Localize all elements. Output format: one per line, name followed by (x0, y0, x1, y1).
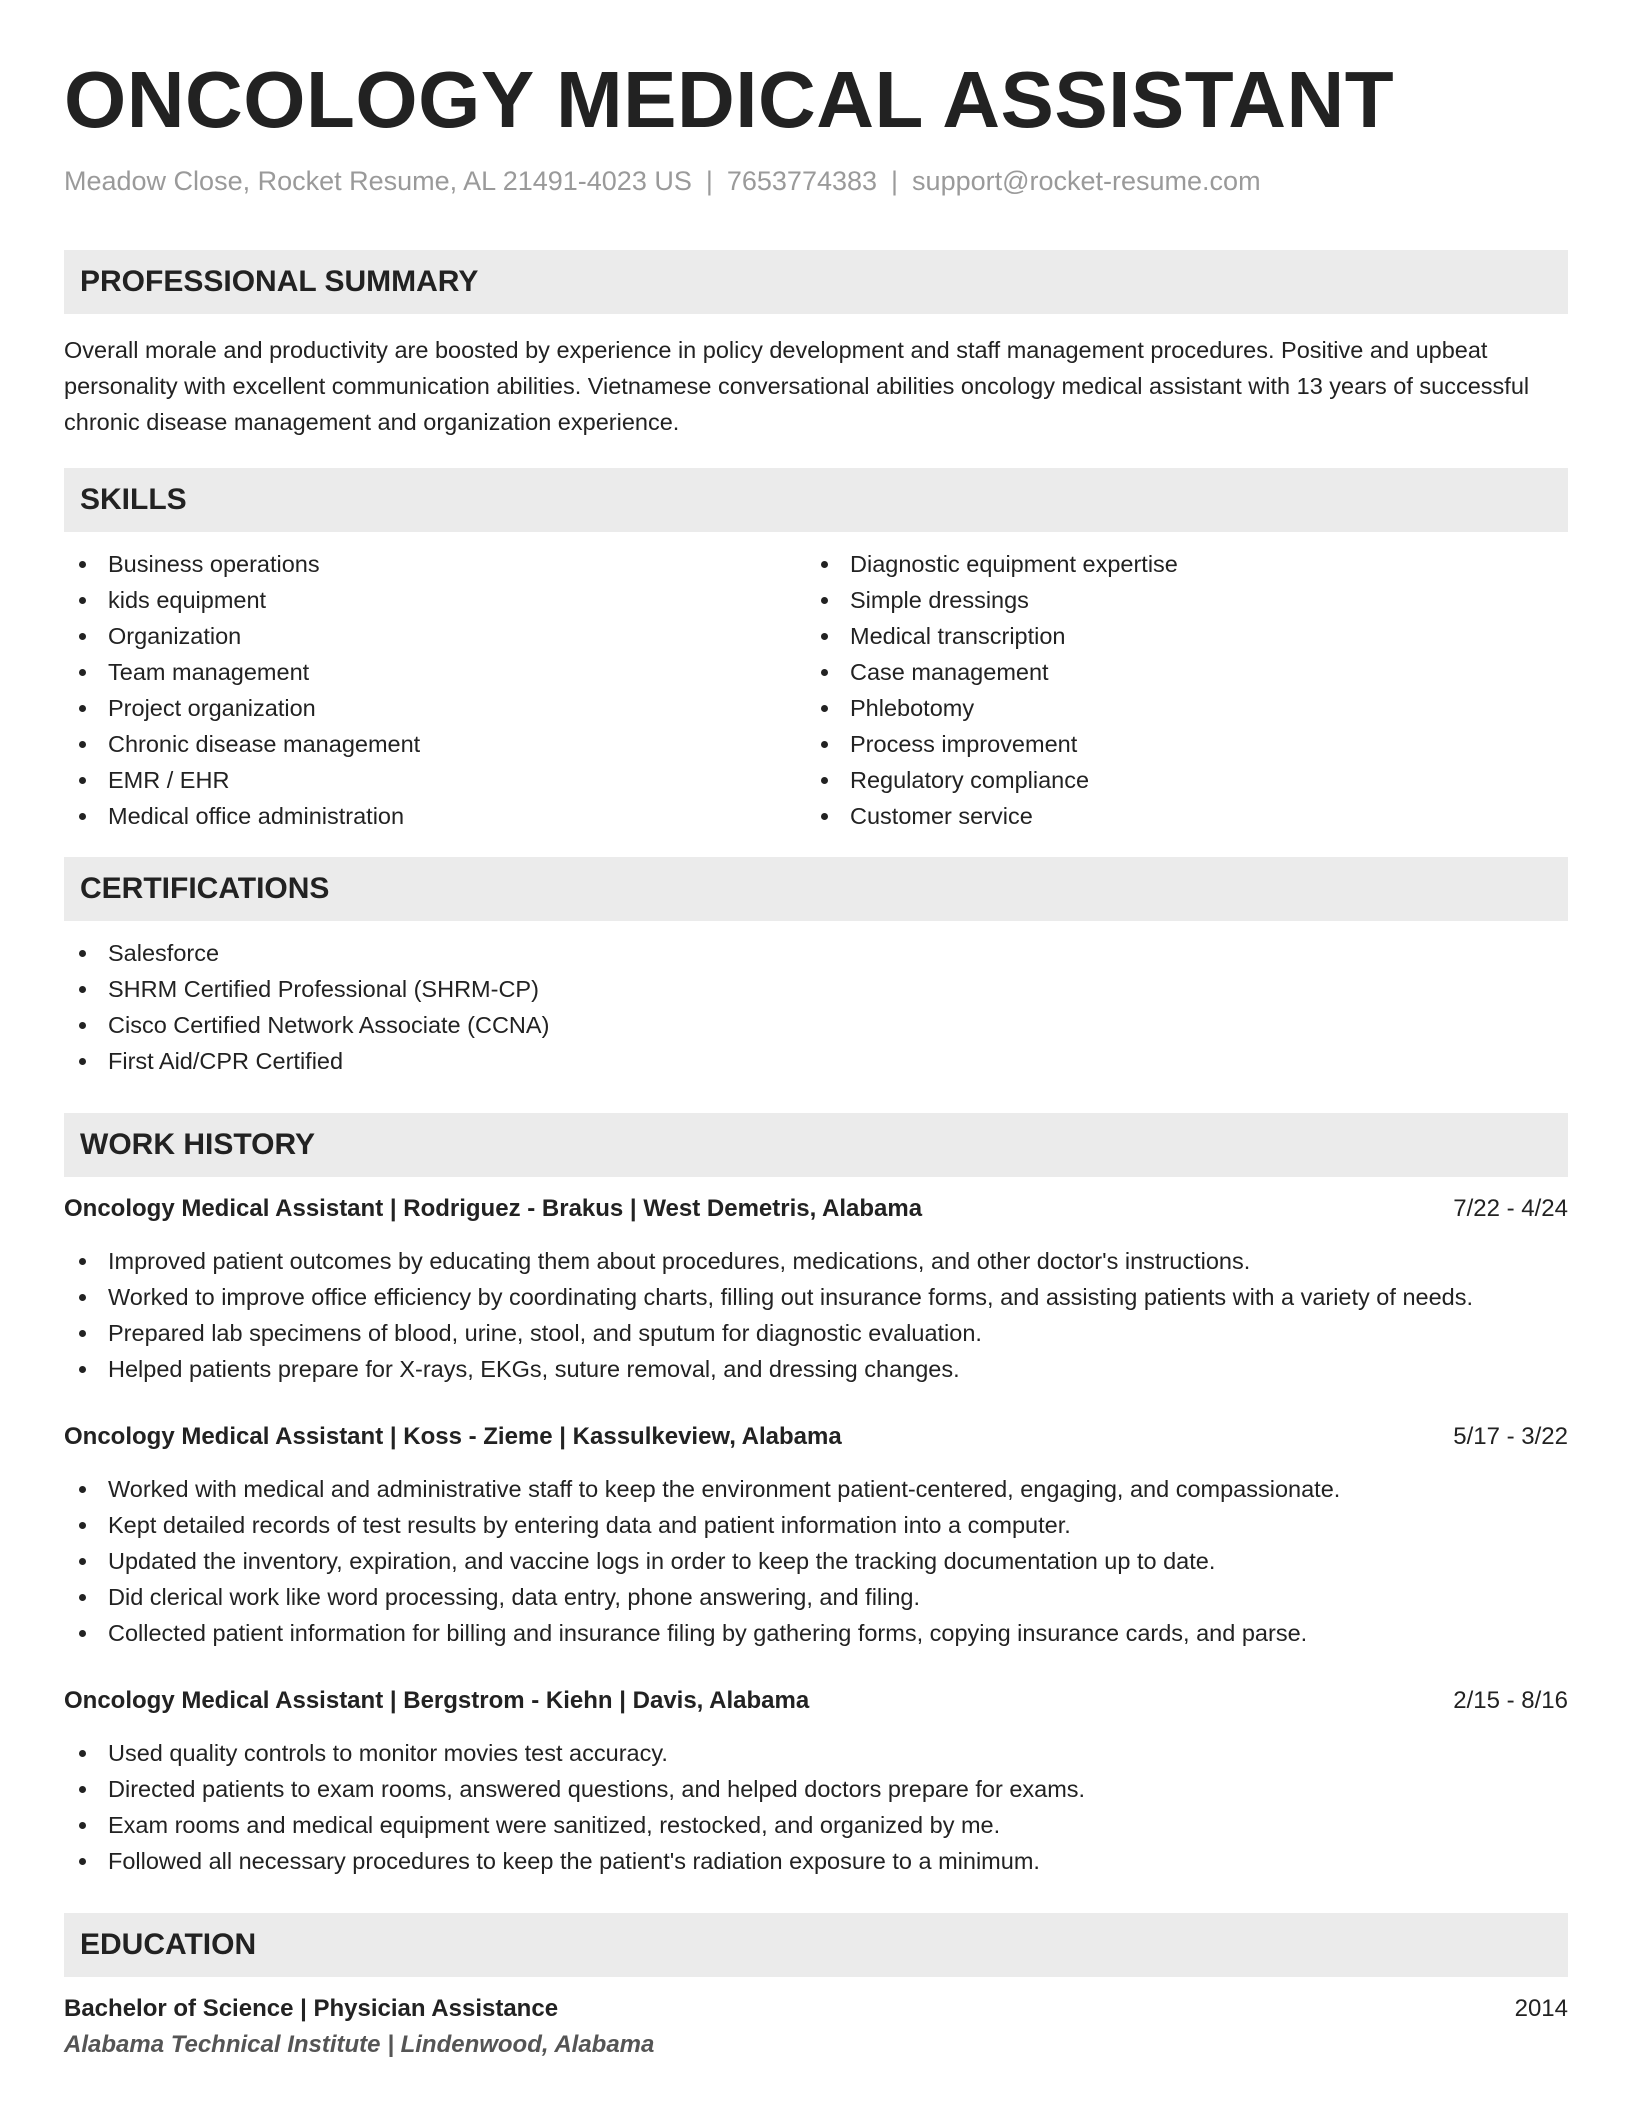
job-bullet: Updated the inventory, expiration, and vaccine logs in order to keep the tracking documentation up to date. (64, 1543, 1568, 1579)
skill-item: Case management (806, 654, 1548, 690)
job-dates: 5/17 - 3/22 (1453, 1423, 1568, 1450)
job-bullet: Directed patients to exam rooms, answered questions, and helped doctors prepare for exams. (64, 1771, 1568, 1807)
section-heading-education: EDUCATION (64, 1913, 1568, 1977)
job-title: Oncology Medical Assistant | Rodriguez - Brakus | West Demetris, Alabama (64, 1195, 923, 1222)
contact-address: Meadow Close, Rocket Resume, AL 21491-4023 US (64, 166, 692, 196)
job-entry (64, 1683, 1568, 1879)
skill-item: Team management (64, 654, 806, 690)
job-bullet: Followed all necessary procedures to keep the patient's radiation exposure to a minimum. (64, 1843, 1568, 1879)
job-bullet: Collected patient information for billing and insurance filing by gathering forms, copying insurance cards, and parse. (64, 1615, 1568, 1651)
skill-item: kids equipment (64, 582, 806, 618)
job-bullets (64, 1735, 1568, 1879)
job-bullet: Worked with medical and administrative staff to keep the environment patient-centered, engaging, and compassionate. (64, 1471, 1568, 1507)
section-heading-summary: PROFESSIONAL SUMMARY (64, 250, 1568, 314)
job-bullets (64, 1243, 1568, 1387)
summary-text: Overall morale and productivity are boosted by experience in policy development and staff management procedures. Positive and upbeat personality with excellent communication abilities. Vietnamese conversational abilities oncology medical assistant with 13 years of successful chronic disease management and organization experience. (64, 337, 1530, 435)
section-heading-certifications: CERTIFICATIONS (64, 857, 1568, 921)
job-title: Oncology Medical Assistant | Bergstrom - Kiehn | Davis, Alabama (64, 1687, 810, 1714)
job-bullet: Used quality controls to monitor movies test accuracy. (64, 1735, 1568, 1771)
job-title: Oncology Medical Assistant | Koss - Zieme | Kassulkeview, Alabama (64, 1423, 842, 1450)
skill-item: Medical office administration (64, 798, 806, 834)
section-heading-skills: SKILLS (64, 468, 1568, 532)
skill-item: Medical transcription (806, 618, 1548, 654)
skill-item: Organization (64, 618, 806, 654)
job-entry (64, 1191, 1568, 1387)
job-bullet: Worked to improve office efficiency by coordinating charts, filling out insurance forms, and assisting patients with a variety of needs. (64, 1279, 1568, 1315)
resume-title: ONCOLOGY MEDICAL ASSISTANT (64, 55, 1395, 144)
skills-grid (64, 546, 1568, 834)
skill-item: Customer service (806, 798, 1548, 834)
skills-column-left (64, 546, 806, 834)
job-bullet: Helped patients prepare for X-rays, EKGs, suture removal, and dressing changes. (64, 1351, 1568, 1387)
job-dates: 7/22 - 4/24 (1453, 1195, 1568, 1222)
skill-item: Diagnostic equipment expertise (806, 546, 1548, 582)
job-bullet: Exam rooms and medical equipment were sanitized, restocked, and organized by me. (64, 1807, 1568, 1843)
job-bullet: Did clerical work like word processing, data entry, phone answering, and filing. (64, 1579, 1568, 1615)
skill-item: EMR / EHR (64, 762, 806, 798)
job-header (64, 1419, 1568, 1455)
job-header (64, 1683, 1568, 1719)
section-heading-work-history: WORK HISTORY (64, 1113, 1568, 1177)
contact-line (64, 164, 1568, 198)
job-dates: 2/15 - 8/16 (1453, 1687, 1568, 1714)
certification-item: SHRM Certified Professional (SHRM-CP) (64, 971, 1568, 1007)
certification-item: First Aid/CPR Certified (64, 1043, 1568, 1079)
job-bullets (64, 1471, 1568, 1651)
contact-phone: 7653774383 (726, 166, 878, 196)
job-entry (64, 1419, 1568, 1651)
contact-email[interactable]: support@rocket-resume.com (912, 166, 1261, 196)
education-school: Alabama Technical Institute | Lindenwood, Alabama (64, 2031, 655, 2058)
education-header (64, 1991, 1568, 2027)
skill-item: Process improvement (806, 726, 1548, 762)
certification-item: Salesforce (64, 935, 1568, 971)
contact-separator: | (705, 166, 713, 196)
contact-separator: | (891, 166, 899, 196)
job-bullet: Kept detailed records of test results by entering data and patient information into a computer. (64, 1507, 1568, 1543)
job-bullet: Prepared lab specimens of blood, urine, stool, and sputum for diagnostic evaluation. (64, 1315, 1568, 1351)
skills-column-right (806, 546, 1548, 834)
certification-item: Cisco Certified Network Associate (CCNA) (64, 1007, 1568, 1043)
skill-item: Regulatory compliance (806, 762, 1548, 798)
skill-item: Chronic disease management (64, 726, 806, 762)
skill-item: Project organization (64, 690, 806, 726)
skill-item: Business operations (64, 546, 806, 582)
skill-item: Phlebotomy (806, 690, 1548, 726)
skill-item: Simple dressings (806, 582, 1548, 618)
education-entry (64, 1991, 1568, 2063)
education-year: 2014 (1514, 1995, 1568, 2022)
resume-page (64, 0, 1568, 2063)
job-header (64, 1191, 1568, 1227)
certifications-list (64, 935, 1568, 1079)
job-bullet: Improved patient outcomes by educating them about procedures, medications, and other doctor's instructions. (64, 1243, 1568, 1279)
education-degree: Bachelor of Science | Physician Assistance (64, 1995, 559, 2022)
